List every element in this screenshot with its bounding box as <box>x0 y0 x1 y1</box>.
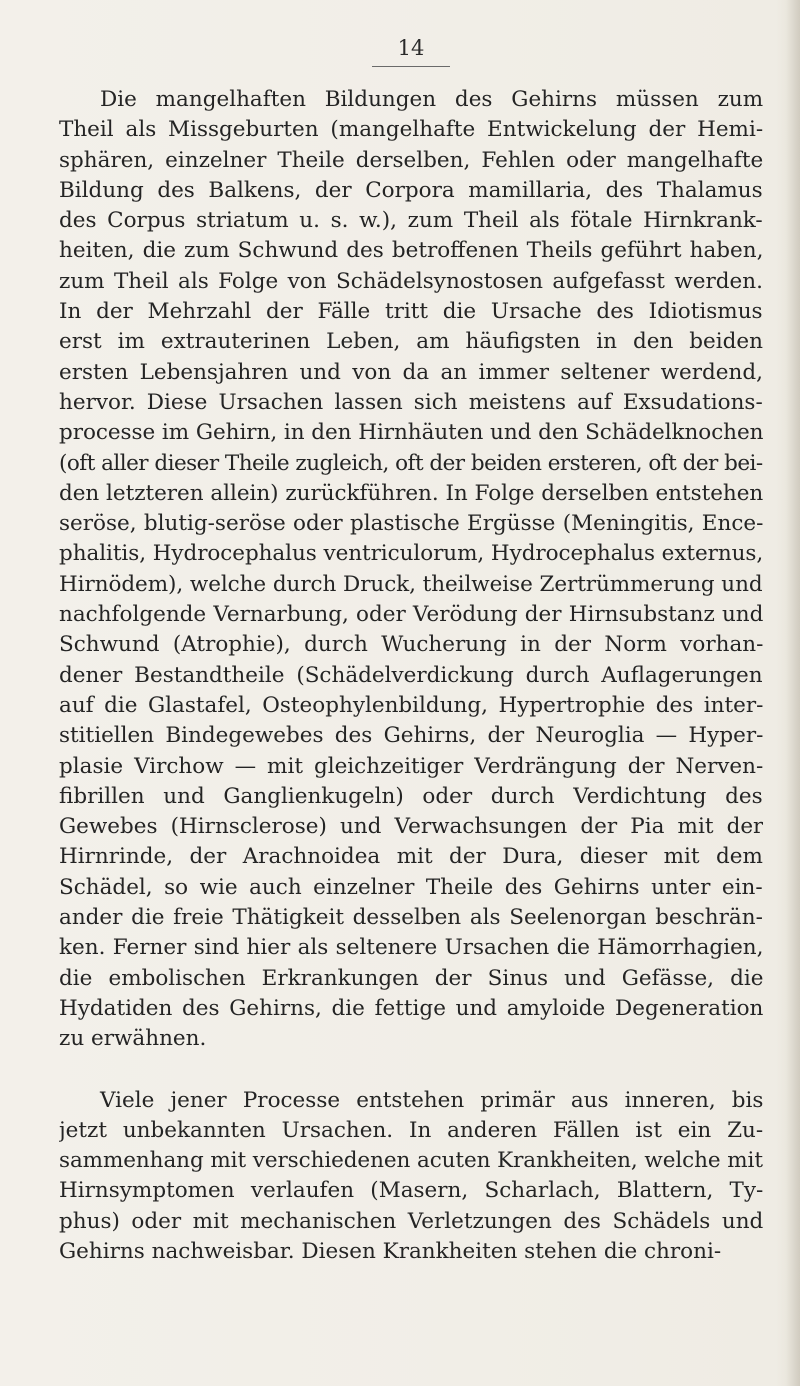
text-line: Gewebes (Hirnsclerose) und Verwachsungen der Pia mit der <box>59 814 763 840</box>
paragraph-2 <box>59 1086 763 1268</box>
text-line: Hirnödem), welche durch Druck, theilweise Zertrümmerung und <box>59 571 763 597</box>
text-line: des Corpus striatum u. s. w.), zum Theil als fötale Hirnkrank- <box>59 208 763 234</box>
text-line: Bildung des Balkens, der Corpora mamillaria, des Thalamus <box>59 177 763 203</box>
text-line: ersten Lebensjahren und von da an immer seltener werdend, <box>59 359 763 385</box>
text-line: nachfolgende Vernarbung, oder Verödung der Hirnsubstanz und <box>59 602 763 628</box>
text-line: In der Mehrzahl der Fälle tritt die Ursache des Idiotismus <box>59 299 763 325</box>
text-line: hervor. Diese Ursachen lassen sich meistens auf Exsudations- <box>59 389 763 415</box>
text-line: die embolischen Erkrankungen der Sinus und Gefässe, die <box>59 965 763 991</box>
paragraph-gap <box>59 1055 763 1086</box>
page-number: 14 <box>397 36 425 60</box>
text-line: Hydatiden des Gehirns, die fettige und amyloide Degeneration <box>59 995 763 1021</box>
text-line: (oft aller dieser Theile zugleich, oft der beiden ersteren, oft der bei- <box>59 450 763 476</box>
paragraph-1 <box>59 85 763 1055</box>
text-line: Schwund (Atrophie), durch Wucherung in der Norm vorhan- <box>59 632 763 658</box>
text-line: sammenhang mit verschiedenen acuten Krankheiten, welche mit <box>59 1148 763 1174</box>
text-line: ander die freie Thätigkeit desselben als Seelenorgan beschrän- <box>59 905 763 931</box>
text-line: heiten, die zum Schwund des betroffenen Theils geführt haben, <box>59 238 763 264</box>
text-line: fibrillen und Ganglienkugeln) oder durch Verdichtung des <box>59 783 763 809</box>
text-line: phalitis, Hydrocephalus ventriculorum, Hydrocephalus externus, <box>59 541 763 567</box>
text-line: Theil als Missgeburten (mangelhafte Entwickelung der Hemi- <box>59 117 763 143</box>
text-line: processe im Gehirn, in den Hirnhäuten und den Schädelknochen <box>59 420 763 446</box>
text-line: auf die Glastafel, Osteophylenbildung, Hypertrophie des inter- <box>59 692 763 718</box>
body-text <box>59 85 763 1267</box>
text-line: Gehirns nachweisbar. Diesen Krankheiten stehen die chroni- <box>59 1238 722 1264</box>
text-line: phus) oder mit mechanischen Verletzungen des Schädels und <box>59 1208 763 1234</box>
text-line: Schädel, so wie auch einzelner Theile des Gehirns unter ein- <box>59 874 763 900</box>
text-line: stitiellen Bindegewebes des Gehirns, der Neuroglia — Hyper- <box>59 723 763 749</box>
text-line: Hirnsymptomen verlaufen (Masern, Scharlach, Blattern, Ty- <box>59 1178 763 1204</box>
text-line: dener Bestandtheile (Schädelverdickung durch Auflagerungen <box>59 662 763 688</box>
text-line: den letzteren allein) zurückführen. In Folge derselben entstehen <box>59 480 763 506</box>
text-line: plasie Virchow — mit gleichzeitiger Verdrängung der Nerven- <box>59 753 763 779</box>
text-line: zu erwähnen. <box>59 1026 207 1052</box>
text-line: jetzt unbekannten Ursachen. In anderen Fällen ist ein Zu- <box>59 1117 763 1143</box>
text-line: sphären, einzelner Theile derselben, Fehlen oder mangelhafte <box>59 147 763 173</box>
text-line: Die mangelhaften Bildungen des Gehirns müssen zum <box>100 87 763 112</box>
text-line: Viele jener Processe entstehen primär aus inneren, bis <box>100 1087 763 1113</box>
text-line: erst im extrauterinen Leben, am häufigsten in den beiden <box>59 329 763 355</box>
text-line: seröse, blutig-seröse oder plastische Ergüsse (Meningitis, Ence- <box>59 511 763 537</box>
text-line: Hirnrinde, der Arachnoidea mit der Dura, dieser mit dem <box>59 844 763 870</box>
text-line: ken. Ferner sind hier als seltenere Ursachen die Hämorrhagien, <box>59 935 763 961</box>
text-line: zum Theil als Folge von Schädelsynostosen aufgefasst werden. <box>59 268 763 294</box>
page-edge-shadow <box>786 0 800 1386</box>
page-number-rule <box>372 66 450 67</box>
